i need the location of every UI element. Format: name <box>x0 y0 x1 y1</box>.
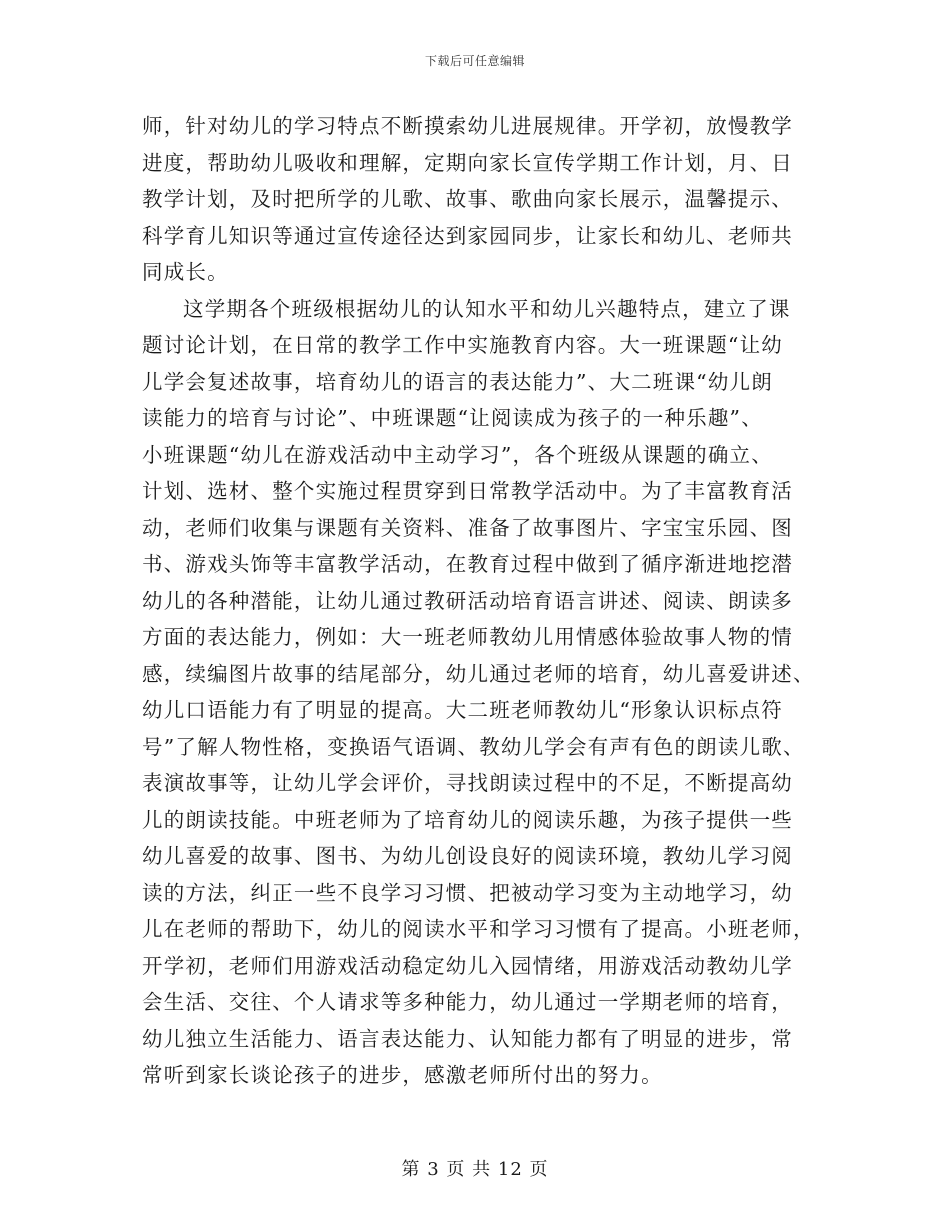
text-line: 教学计划，及时把所学的儿歌、故事、歌曲向家长展示，温馨提示、 <box>142 187 793 211</box>
footer-prefix: 第 <box>401 1159 421 1180</box>
text-line: 常听到家长谈论孩子的进步，感激老师所付出的努力。 <box>142 1063 663 1087</box>
text-line: 会生活、交往、个人请求等多种能力，幼儿通过一学期老师的培育， <box>142 990 793 1014</box>
text-line: 同成长。 <box>142 260 229 284</box>
text-line: 书、游戏头饰等丰富教学活动，在教育过程中做到了循序渐进地挖潜 <box>142 552 793 576</box>
footer-current-page: 3 <box>427 1159 440 1180</box>
text-line: 动，老师们收集与课题有关资料、准备了故事图片、字宝宝乐园、图 <box>142 515 793 540</box>
text-line: 师，针对幼儿的学习特点不断摸索幼儿进展规律。开学初，放慢教学 <box>142 114 793 138</box>
text-line: 幼儿独立生活能力、语言表达能力、认知能力都有了明显的进步，常 <box>142 1026 793 1051</box>
text-line: 表演故事等，让幼儿学会评价，寻找朗读过程中的不足，不断提高幼 <box>142 771 793 795</box>
text-line: 读能力的培育与讨论”、中班课题“让阅读成为孩子的一种乐趣”、 <box>142 406 763 430</box>
footer-suffix: 页 <box>529 1159 549 1180</box>
text-line: 感，续编图片故事的结尾部分，幼儿通过老师的培育，幼儿喜爱讲述、 <box>142 661 815 686</box>
paragraph-first-line: 这学期各个班级根据幼儿的认知水平和幼儿兴趣特点，建立了课 <box>183 296 791 321</box>
footer-page-word: 页 <box>446 1159 466 1180</box>
page-header <box>0 52 950 69</box>
text-line: 儿的朗读技能。中班老师为了培育幼儿的阅读乐趣，为孩子提供一些 <box>142 807 793 832</box>
text-line: 幼儿喜爱的故事、图书、为幼儿创设良好的阅读环境，教幼儿学习阅 <box>142 844 793 868</box>
text-line: 幼儿的各种潜能，让幼儿通过教研活动培育语言讲述、阅读、朗读多 <box>142 588 793 613</box>
text-line: 儿在老师的帮助下，幼儿的阅读水平和学习习惯有了提高。小班老师， <box>142 917 815 941</box>
text-line: 进度，帮助幼儿吸收和理解，定期向家长宣传学期工作计划，月、日 <box>142 150 793 175</box>
document-body <box>142 108 815 1094</box>
text-line: 号”了解人物性格，变换语气语调、教幼儿学会有声有色的朗读儿歌、 <box>142 734 805 759</box>
footer-total-pages: 12 <box>497 1159 523 1180</box>
text-line: 题讨论计划，在日常的教学工作中实施教育内容。大一班课题“让幼 <box>142 333 783 357</box>
text-line: 科学育儿知识等通过宣传途径达到家园同步，让家长和幼儿、老师共 <box>142 223 793 248</box>
text-line: 计划、选材、整个实施过程贯穿到日常教学活动中。为了丰富教育活 <box>142 479 793 503</box>
text-line: 儿学会复述故事，培育幼儿的语言的表达能力”、大二班课“幼儿朗 <box>142 369 773 394</box>
text-line: 读的方法，纠正一些不良学习习惯、把被动学习变为主动地学习，幼 <box>142 880 793 905</box>
header-note: 下载后可任意编辑 <box>424 54 525 68</box>
text-line: 方面的表达能力，例如：大一班老师教幼儿用情感体验故事人物的情 <box>142 625 793 649</box>
page-footer <box>0 1155 950 1181</box>
footer-total-word: 共 <box>472 1159 492 1180</box>
text-line: 小班课题“幼儿在游戏活动中主动学习”，各个班级从课题的确立、 <box>142 442 773 467</box>
text-line: 幼儿口语能力有了明显的提高。大二班老师教幼儿“形象认识标点符 <box>142 698 783 722</box>
text-line: 开学初，老师们用游戏活动稳定幼儿入园情绪，用游戏活动教幼儿学 <box>142 953 793 978</box>
